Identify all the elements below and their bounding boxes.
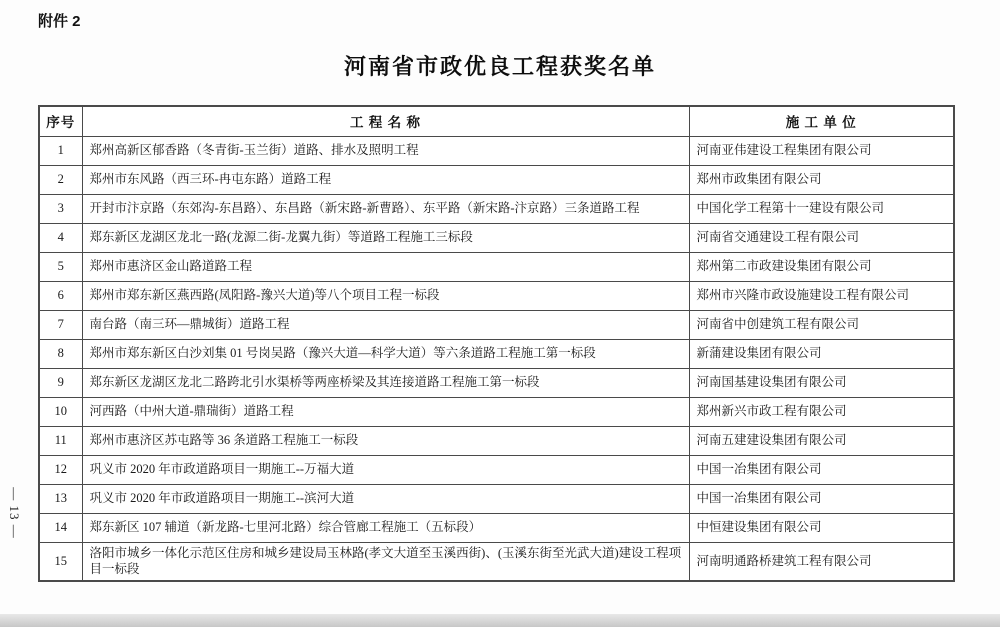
scan-edge <box>0 614 1000 627</box>
table-row <box>39 165 954 194</box>
project-name-cell: 郑州市郑东新区白沙刘集 01 号岗吴路（豫兴大道—科学大道）等六条道路工程施工第一标段 <box>82 339 689 368</box>
page-title: 河南省市政优良工程获奖名单 <box>343 54 656 79</box>
row-number: 8 <box>39 339 82 368</box>
construction-unit-cell: 河南五建建设集团有限公司 <box>689 426 954 455</box>
table-row <box>39 339 954 368</box>
row-number: 2 <box>39 165 82 194</box>
project-name-cell: 河西路（中州大道-鼎瑞街）道路工程 <box>82 397 689 426</box>
page-number: — 13 — <box>7 487 22 539</box>
row-number: 1 <box>39 136 82 165</box>
construction-unit-cell: 新蒲建设集团有限公司 <box>689 339 954 368</box>
project-name-cell: 巩义市 2020 年市政道路项目一期施工--滨河大道 <box>82 484 689 513</box>
project-name-cell: 洛阳市城乡一体化示范区住房和城乡建设局玉林路(孝文大道至玉溪西街)、(玉溪东街至光武大道)建设工程项目一标段 <box>82 542 689 581</box>
table-row <box>39 194 954 223</box>
row-number: 13 <box>39 484 82 513</box>
row-number: 4 <box>39 223 82 252</box>
project-name-cell: 巩义市 2020 年市政道路项目一期施工--万福大道 <box>82 455 689 484</box>
table-row <box>39 252 954 281</box>
table-row <box>39 223 954 252</box>
table-row <box>39 310 954 339</box>
table-row <box>39 455 954 484</box>
row-number: 5 <box>39 252 82 281</box>
row-number: 12 <box>39 455 82 484</box>
header-serial-number: 序号 <box>39 106 82 136</box>
project-name-cell: 郑东新区龙湖区龙北二路跨北引水渠桥等两座桥梁及其连接道路工程施工第一标段 <box>82 368 689 397</box>
project-name-cell: 郑州市东风路（西三环-冉屯东路）道路工程 <box>82 165 689 194</box>
header-construction-unit: 施 工 单 位 <box>689 106 954 136</box>
project-name-cell: 郑州市惠济区苏屯路等 36 条道路工程施工一标段 <box>82 426 689 455</box>
project-name-cell: 郑东新区 107 辅道（新龙路-七里河北路）综合管廊工程施工（五标段） <box>82 513 689 542</box>
construction-unit-cell: 河南省交通建设工程有限公司 <box>689 223 954 252</box>
table-row <box>39 368 954 397</box>
table-row <box>39 513 954 542</box>
construction-unit-cell: 河南国基建设集团有限公司 <box>689 368 954 397</box>
table-row <box>39 397 954 426</box>
attachment-label: 附件 2 <box>38 13 81 30</box>
construction-unit-cell: 河南明通路桥建筑工程有限公司 <box>689 542 954 581</box>
table-row <box>39 281 954 310</box>
project-name-cell: 郑州市郑东新区燕西路(凤阳路-豫兴大道)等八个项目工程一标段 <box>82 281 689 310</box>
row-number: 7 <box>39 310 82 339</box>
row-number: 11 <box>39 426 82 455</box>
project-name-cell: 郑州高新区郁香路（冬青街-玉兰街）道路、排水及照明工程 <box>82 136 689 165</box>
construction-unit-cell: 郑州新兴市政工程有限公司 <box>689 397 954 426</box>
construction-unit-cell: 中国一冶集团有限公司 <box>689 484 954 513</box>
construction-unit-cell: 中恒建设集团有限公司 <box>689 513 954 542</box>
project-name-cell: 南台路（南三环—鼎城街）道路工程 <box>82 310 689 339</box>
construction-unit-cell: 中国化学工程第十一建设有限公司 <box>689 194 954 223</box>
table-header <box>39 106 954 136</box>
award-table <box>38 105 955 582</box>
row-number: 9 <box>39 368 82 397</box>
table-row <box>39 426 954 455</box>
construction-unit-cell: 河南省中创建筑工程有限公司 <box>689 310 954 339</box>
row-number: 15 <box>39 542 82 581</box>
table-body <box>39 136 954 581</box>
construction-unit-cell: 郑州第二市政建设集团有限公司 <box>689 252 954 281</box>
construction-unit-cell: 河南亚伟建设工程集团有限公司 <box>689 136 954 165</box>
construction-unit-cell: 中国一冶集团有限公司 <box>689 455 954 484</box>
row-number: 6 <box>39 281 82 310</box>
project-name-cell: 郑东新区龙湖区龙北一路(龙源二街-龙翼九街）等道路工程施工三标段 <box>82 223 689 252</box>
row-number: 10 <box>39 397 82 426</box>
construction-unit-cell: 郑州市政集团有限公司 <box>689 165 954 194</box>
row-number: 14 <box>39 513 82 542</box>
table-row <box>39 484 954 513</box>
project-name-cell: 郑州市惠济区金山路道路工程 <box>82 252 689 281</box>
header-project-name: 工 程 名 称 <box>82 106 689 136</box>
table-row <box>39 542 954 581</box>
construction-unit-cell: 郑州市兴隆市政设施建设工程有限公司 <box>689 281 954 310</box>
project-name-cell: 开封市汴京路（东郊沟-东昌路）、东昌路（新宋路-新曹路）、东平路（新宋路-汴京路）三条道路工程 <box>82 194 689 223</box>
row-number: 3 <box>39 194 82 223</box>
table-row <box>39 136 954 165</box>
